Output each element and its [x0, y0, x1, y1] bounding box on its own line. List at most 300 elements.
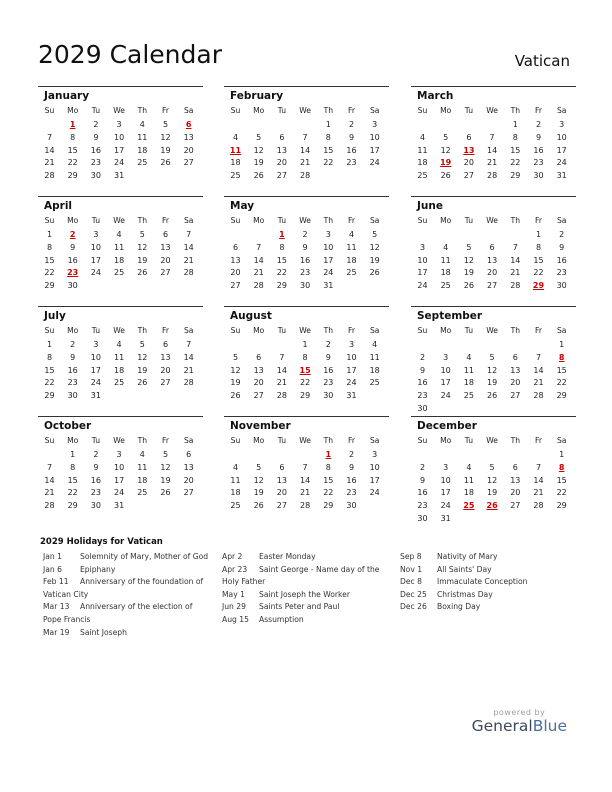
weekday-header: We [486, 216, 498, 225]
day: 1 [559, 340, 565, 349]
day: 17 [369, 475, 380, 485]
holiday-name: All Saints' Day [437, 564, 492, 574]
day: 13 [276, 475, 287, 485]
weekday-header: We [486, 436, 498, 445]
day: 21 [300, 158, 311, 168]
holiday-name: Assumption [259, 614, 304, 624]
day: 13 [487, 255, 498, 265]
day: 17 [556, 145, 567, 155]
day: 6 [186, 450, 192, 459]
day: 18 [230, 158, 241, 168]
holiday-date: Jan 6 [43, 564, 62, 574]
day: 11 [137, 462, 148, 472]
day: 11 [463, 365, 474, 375]
day: 17 [346, 365, 357, 375]
day: 4 [232, 132, 239, 142]
weekday-header: We [486, 106, 498, 115]
day: 15 [44, 365, 55, 375]
day: 22 [556, 378, 567, 388]
weekday-header: Th [323, 106, 334, 115]
day: 31 [114, 171, 125, 181]
month-name: March [417, 90, 454, 102]
day: 27 [160, 268, 171, 278]
holiday-date: Dec 26 [400, 602, 427, 612]
month-divider [411, 86, 576, 87]
day: 14 [44, 145, 55, 155]
day: 9 [70, 242, 76, 252]
day: 23 [417, 391, 428, 401]
day: 25 [463, 391, 474, 401]
day: 9 [419, 365, 426, 375]
day: 20 [510, 488, 521, 498]
day: 14 [533, 475, 544, 485]
day: 22 [323, 158, 334, 168]
day: 6 [466, 132, 472, 142]
day: 19 [253, 158, 264, 168]
day: 18 [463, 378, 474, 388]
weekday-header: Su [44, 106, 55, 115]
weekday-header: Fr [348, 216, 355, 225]
weekday-header: Th [323, 436, 334, 445]
weekday-header: Mo [67, 106, 79, 115]
day: 19 [137, 255, 148, 265]
day: 19 [487, 488, 498, 498]
day: 15 [323, 145, 334, 155]
day: 2 [348, 120, 355, 129]
weekday-header: Fr [348, 106, 355, 115]
weekday-header: Tu [277, 106, 287, 115]
day: 23 [67, 378, 78, 388]
day: 29 [556, 501, 567, 511]
day: 12 [440, 145, 451, 155]
day: 25 [230, 171, 241, 181]
weekday-header: Th [510, 216, 521, 225]
holiday-day: 26 [486, 501, 498, 511]
day: 28 [487, 171, 498, 181]
day: 21 [183, 255, 194, 265]
weekday-header: Fr [535, 216, 542, 225]
day: 18 [417, 158, 428, 168]
day: 27 [230, 281, 241, 291]
weekday-header: Fr [162, 326, 169, 335]
day: 17 [440, 488, 451, 498]
holiday-day: 15 [299, 365, 311, 375]
day: 29 [300, 391, 311, 401]
day: 7 [186, 230, 192, 239]
day: 9 [348, 132, 355, 142]
day: 23 [346, 158, 357, 168]
weekday-header: Th [510, 436, 521, 445]
day: 15 [556, 475, 567, 485]
day: 16 [90, 145, 101, 155]
holidays-title: 2029 Holidays for Vatican [40, 537, 163, 547]
day: 30 [67, 281, 78, 291]
day: 11 [417, 145, 428, 155]
day: 29 [67, 171, 78, 181]
holiday-name: Solemnity of Mary, Mother of God [80, 552, 209, 561]
weekday-header: Th [510, 106, 521, 115]
day: 4 [139, 120, 145, 129]
day: 16 [556, 255, 567, 265]
day: 2 [535, 120, 542, 129]
day: 31 [90, 391, 101, 401]
day: 27 [253, 391, 264, 401]
day: 3 [372, 450, 378, 459]
holiday-date: Feb 11 [43, 577, 69, 587]
day: 22 [323, 488, 334, 498]
day: 28 [44, 171, 55, 181]
holiday-day: 8 [558, 462, 565, 472]
day: 5 [466, 242, 472, 252]
day: 19 [230, 378, 241, 388]
day: 29 [44, 391, 55, 401]
day: 22 [276, 268, 287, 278]
day: 12 [487, 365, 498, 375]
day: 25 [230, 501, 241, 511]
day: 28 [183, 378, 194, 388]
day: 31 [114, 501, 125, 511]
day: 25 [369, 378, 380, 388]
day: 19 [160, 475, 171, 485]
month-name: June [417, 200, 443, 212]
holiday-name: Christmas Day [437, 589, 493, 599]
day: 21 [487, 158, 498, 168]
day: 12 [487, 475, 498, 485]
day: 24 [346, 378, 357, 388]
day: 28 [533, 501, 544, 511]
day: 19 [160, 145, 171, 155]
day: 7 [535, 462, 542, 472]
weekday-header: We [113, 436, 125, 445]
holiday-column [222, 551, 392, 627]
day: 14 [300, 145, 311, 155]
day: 24 [90, 378, 101, 388]
weekday-header: Mo [440, 436, 452, 445]
month-name: December [417, 420, 477, 432]
day: 28 [510, 281, 521, 291]
day: 28 [44, 501, 55, 511]
month-name: January [44, 90, 90, 102]
day: 10 [90, 352, 101, 362]
day: 2 [419, 462, 426, 472]
holiday-name: Anniversary of the election of Pope Francis [43, 602, 193, 624]
holiday-name: Saint Joseph [80, 627, 127, 637]
holiday-day: 23 [67, 268, 79, 278]
holiday-day: 1 [325, 450, 332, 459]
day: 5 [232, 352, 239, 362]
day: 25 [346, 268, 357, 278]
day: 13 [253, 365, 264, 375]
holiday-name: Nativity of Mary [437, 552, 498, 561]
holiday-date: Aug 15 [222, 614, 249, 624]
day: 26 [253, 171, 264, 181]
day: 17 [369, 145, 380, 155]
weekday-header: Th [137, 216, 148, 225]
day: 19 [487, 378, 498, 388]
weekday-header: Fr [348, 326, 355, 335]
weekday-header: We [113, 326, 125, 335]
day: 10 [417, 255, 428, 265]
weekday-header: Fr [535, 326, 542, 335]
day: 24 [556, 158, 567, 168]
day: 18 [346, 255, 357, 265]
weekday-header: Fr [348, 436, 355, 445]
day: 26 [487, 391, 498, 401]
day: 12 [160, 132, 171, 142]
day: 13 [510, 475, 521, 485]
day: 21 [253, 268, 264, 278]
month-name: November [230, 420, 291, 432]
holiday-entry [222, 614, 392, 627]
day: 14 [253, 255, 264, 265]
weekday-header: Fr [162, 216, 169, 225]
day: 8 [70, 462, 76, 472]
day: 24 [440, 501, 451, 511]
day: 9 [325, 352, 331, 362]
day: 16 [533, 145, 544, 155]
weekday-header: We [113, 106, 125, 115]
weekday-header: Sa [183, 326, 194, 335]
day: 2 [70, 340, 76, 349]
weekday-header: Mo [253, 216, 265, 225]
day: 28 [253, 281, 264, 291]
day: 2 [348, 450, 355, 459]
holiday-day: 11 [229, 145, 242, 155]
day: 7 [46, 462, 53, 472]
day: 27 [463, 171, 474, 181]
day: 16 [67, 365, 78, 375]
day: 29 [323, 501, 334, 511]
holiday-date: Sep 8 [400, 552, 422, 561]
weekday-header: Mo [67, 326, 79, 335]
day: 8 [512, 132, 518, 142]
month-divider [38, 86, 203, 87]
holiday-date: Mar 19 [43, 627, 70, 637]
holiday-entry [222, 551, 392, 564]
day: 26 [253, 501, 264, 511]
day: 16 [417, 378, 428, 388]
weekday-header: Sa [369, 326, 380, 335]
day: 15 [67, 145, 78, 155]
day: 25 [440, 281, 451, 291]
day: 14 [183, 242, 194, 252]
day: 17 [440, 378, 451, 388]
day: 4 [419, 132, 426, 142]
weekday-header: Tu [464, 436, 474, 445]
weekday-header: Th [323, 326, 334, 335]
day: 31 [346, 391, 357, 401]
day: 17 [114, 145, 125, 155]
day: 24 [440, 391, 451, 401]
day: 3 [325, 230, 331, 239]
day: 30 [346, 501, 357, 511]
day: 9 [535, 132, 542, 142]
day: 27 [487, 281, 498, 291]
day: 9 [302, 242, 308, 252]
day: 10 [114, 132, 125, 142]
weekday-header: Mo [440, 216, 452, 225]
weekday-header: Sa [369, 106, 380, 115]
weekday-header: Su [44, 216, 55, 225]
day: 9 [559, 242, 565, 252]
day: 6 [279, 462, 285, 472]
day: 22 [533, 268, 544, 278]
day: 31 [323, 281, 334, 291]
day: 27 [510, 501, 521, 511]
country-label: Vatican [514, 52, 570, 70]
day: 12 [369, 242, 380, 252]
day: 18 [369, 365, 380, 375]
day: 7 [302, 462, 308, 472]
day: 13 [160, 242, 171, 252]
weekday-header: Tu [277, 216, 287, 225]
holiday-entry [222, 601, 392, 614]
day: 28 [183, 268, 194, 278]
day: 24 [369, 158, 380, 168]
weekday-header: Su [417, 216, 428, 225]
weekday-header: Su [230, 216, 241, 225]
day: 18 [137, 145, 148, 155]
month-divider [224, 86, 389, 87]
day: 16 [346, 475, 357, 485]
day: 17 [417, 268, 428, 278]
day: 20 [276, 488, 287, 498]
day: 13 [183, 132, 194, 142]
weekday-header: Sa [369, 436, 380, 445]
day: 6 [256, 352, 262, 362]
day: 15 [556, 365, 567, 375]
month-name: April [44, 200, 73, 212]
weekday-header: Su [44, 436, 55, 445]
day: 20 [230, 268, 241, 278]
day: 28 [300, 501, 311, 511]
weekday-header: Sa [556, 106, 567, 115]
day: 12 [253, 475, 264, 485]
day: 24 [417, 281, 428, 291]
day: 15 [323, 475, 334, 485]
day: 25 [137, 488, 148, 498]
holiday-name: Saints Peter and Paul [259, 602, 340, 612]
day: 26 [230, 391, 241, 401]
day: 10 [556, 132, 567, 142]
day: 14 [276, 365, 287, 375]
day: 29 [276, 281, 287, 291]
day: 1 [325, 120, 331, 129]
day: 11 [463, 475, 474, 485]
day: 11 [230, 475, 241, 485]
day: 14 [533, 365, 544, 375]
day: 11 [114, 352, 125, 362]
day: 11 [137, 132, 148, 142]
day: 24 [114, 158, 125, 168]
day: 8 [46, 242, 53, 252]
day: 26 [369, 268, 380, 278]
day: 20 [276, 158, 287, 168]
day: 17 [90, 365, 101, 375]
weekday-header: Tu [464, 216, 474, 225]
day: 23 [90, 488, 101, 498]
day: 1 [512, 120, 518, 129]
day: 12 [160, 462, 171, 472]
powered-by-text: powered by [493, 708, 546, 717]
weekday-header: Sa [556, 326, 567, 335]
day: 30 [417, 514, 428, 523]
day: 7 [512, 242, 518, 252]
day: 7 [535, 352, 542, 362]
weekday-header: Th [510, 326, 521, 335]
day: 9 [93, 132, 99, 142]
day: 20 [183, 145, 194, 155]
day: 17 [114, 475, 125, 485]
holiday-entry [400, 564, 540, 577]
day: 17 [323, 255, 334, 265]
day: 30 [323, 391, 334, 401]
holiday-name: Boxing Day [437, 602, 481, 612]
day: 23 [323, 378, 334, 388]
month-divider [38, 196, 203, 197]
day: 10 [346, 352, 357, 362]
day: 3 [443, 462, 449, 472]
day: 13 [510, 365, 521, 375]
day: 20 [510, 378, 521, 388]
month-divider [38, 416, 203, 417]
weekday-header: Mo [440, 106, 452, 115]
holiday-date: Apr 2 [222, 552, 243, 561]
day: 30 [533, 171, 544, 181]
day: 2 [93, 450, 99, 459]
day: 22 [510, 158, 521, 168]
day: 19 [253, 488, 264, 498]
day: 12 [463, 255, 474, 265]
weekday-header: Tu [91, 326, 101, 335]
day: 4 [372, 340, 378, 349]
month-divider [38, 306, 203, 307]
day: 14 [300, 475, 311, 485]
brand-general: General [471, 717, 533, 735]
day: 3 [348, 340, 355, 349]
day: 25 [114, 378, 125, 388]
day: 2 [325, 340, 331, 349]
day: 12 [253, 145, 264, 155]
holiday-entry [43, 601, 211, 626]
day: 20 [253, 378, 264, 388]
day: 11 [369, 352, 380, 362]
weekday-header: Sa [183, 216, 194, 225]
day: 16 [323, 365, 334, 375]
day: 27 [276, 501, 287, 511]
day: 7 [279, 352, 285, 362]
day: 28 [533, 391, 544, 401]
day: 24 [90, 268, 101, 278]
day: 4 [466, 462, 472, 472]
month-divider [411, 306, 576, 307]
holiday-date: Nov 1 [400, 564, 423, 574]
day: 30 [556, 281, 567, 291]
day: 11 [440, 255, 451, 265]
day: 14 [44, 475, 55, 485]
day: 9 [70, 352, 76, 362]
day: 30 [417, 404, 428, 413]
day: 16 [67, 255, 78, 265]
day: 23 [556, 268, 567, 278]
day: 26 [463, 281, 474, 291]
day: 10 [114, 462, 125, 472]
month-name: October [44, 420, 92, 432]
weekday-header: Su [417, 106, 428, 115]
day: 29 [510, 171, 521, 181]
weekday-header: Tu [464, 326, 474, 335]
holiday-name: Immaculate Conception [437, 577, 528, 587]
